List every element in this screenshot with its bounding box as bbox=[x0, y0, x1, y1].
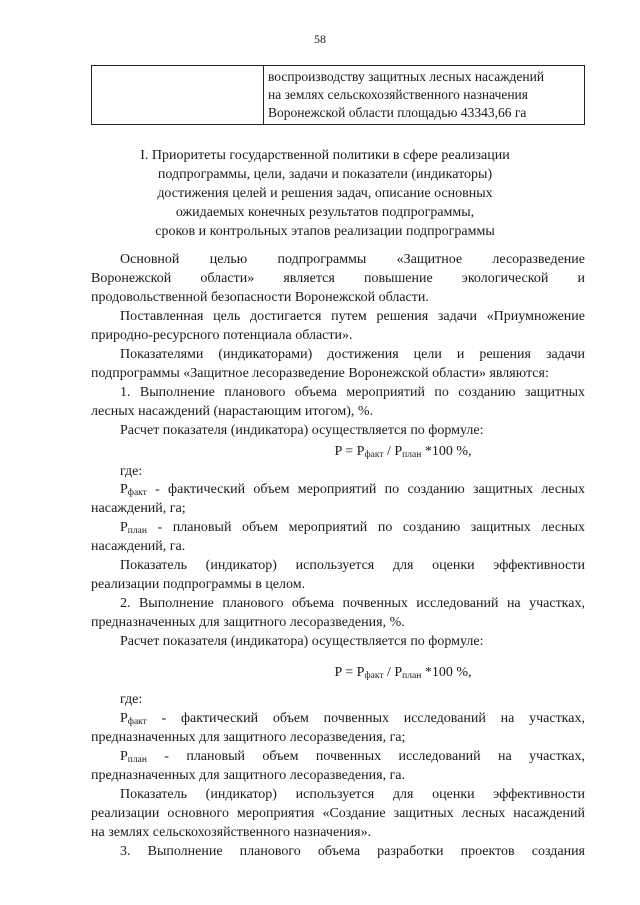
table-cell-empty bbox=[92, 66, 264, 125]
symbol-subscript: факт bbox=[127, 488, 147, 498]
table-cell-text bbox=[264, 66, 585, 125]
definition-line bbox=[120, 709, 585, 728]
paragraph-line: Показатель (индикатор) используется для оценки эффективности bbox=[120, 558, 585, 573]
formula-subscript: факт bbox=[364, 671, 384, 681]
definition-text: - плановый объем почвенных исследований на участках, bbox=[146, 749, 585, 764]
paragraph-line: на землях сельскохозяйственного назначения». bbox=[91, 825, 372, 840]
paragraph-line: Воронежской области» является повышение экологической и bbox=[91, 271, 585, 286]
paragraph-line: предназначенных для защитного лесоразведения, %. bbox=[91, 615, 405, 630]
definition-text: - фактический объем мероприятий по созданию защитных лесных bbox=[146, 482, 585, 497]
paragraph-line: насаждений, га. bbox=[91, 539, 186, 554]
paragraph-line: предназначенных для защитного лесоразведения, га; bbox=[91, 730, 406, 745]
paragraph-line: Основной целью подпрограммы «Защитное лесоразведение bbox=[120, 252, 585, 267]
formula-text: P = P bbox=[334, 444, 365, 459]
symbol: P bbox=[120, 711, 128, 726]
formula-subscript: факт bbox=[364, 450, 384, 460]
formula-text: *100 %, bbox=[421, 444, 472, 459]
formula-subscript: план bbox=[402, 450, 422, 460]
symbol: P bbox=[120, 749, 128, 764]
paragraph-line: Поставленная цель достигается путем решения задачи «Приумножение bbox=[120, 309, 585, 324]
page-number: 58 bbox=[314, 32, 326, 46]
paragraph-line: 2. Выполнение планового объема почвенных исследований на участках, bbox=[120, 596, 585, 611]
symbol-subscript: план bbox=[127, 526, 147, 536]
formula-subscript: план bbox=[402, 671, 422, 681]
heading-line: сроков и контрольных этапов реализации подпрограммы bbox=[155, 224, 495, 239]
heading-line: I. Приоритеты государственной политики в сфере реализации bbox=[140, 148, 510, 163]
symbol-subscript: план bbox=[127, 755, 147, 765]
paragraph-line: Расчет показателя (индикатора) осуществляется по формуле: bbox=[120, 423, 484, 438]
definition-text: - плановый объем мероприятий по созданию защитных лесных bbox=[146, 520, 585, 535]
formula-text: / P bbox=[383, 444, 403, 459]
definition-line bbox=[120, 747, 585, 766]
symbol-subscript: факт bbox=[127, 717, 147, 727]
formula-1 bbox=[91, 442, 585, 461]
paragraph-line: Показатель (индикатор) используется для оценки эффективности bbox=[120, 787, 585, 802]
paragraph-line: природно-ресурсного потенциала области». bbox=[91, 328, 353, 343]
definition-line bbox=[120, 518, 585, 537]
paragraph-line: лесных насаждений (нарастающим итогом), %. bbox=[91, 404, 374, 419]
heading-line: подпрограммы, цели, задачи и показатели (индикаторы) bbox=[157, 167, 493, 182]
paragraph-line: 1. Выполнение планового объема мероприятий по созданию защитных bbox=[120, 385, 585, 400]
definition-text: - фактический объем почвенных исследований на участках, bbox=[146, 711, 585, 726]
table-cell-line: воспроизводству защитных лесных насаждений bbox=[268, 69, 545, 84]
paragraph-line: реализации основного мероприятия «Создание защитных лесных насаждений bbox=[91, 806, 585, 821]
table-row bbox=[92, 66, 585, 125]
paragraph-line: продовольственной безопасности Воронежской области. bbox=[91, 290, 429, 305]
paragraph-line: предназначенных для защитного лесоразведения, га. bbox=[91, 768, 406, 783]
heading-line: ожидаемых конечных результатов подпрограммы, bbox=[175, 205, 475, 220]
formula-text: / P bbox=[383, 665, 403, 680]
symbol: P bbox=[120, 482, 128, 497]
definition-line bbox=[120, 480, 585, 499]
formula-2 bbox=[91, 663, 585, 682]
formula-text: *100 %, bbox=[421, 665, 472, 680]
paragraph-line: насаждений, га; bbox=[91, 501, 186, 516]
formula-text: P = P bbox=[334, 665, 365, 680]
where-label: где: bbox=[120, 464, 143, 479]
heading-line: достижения целей и решения задач, описание основных bbox=[157, 186, 493, 201]
continuation-table bbox=[91, 65, 585, 125]
paragraph-line: подпрограммы «Защитное лесоразведение Воронежской области» являются: bbox=[91, 366, 549, 381]
paragraph-line: Показателями (индикаторами) достижения цели и решения задачи bbox=[120, 347, 585, 362]
paragraph-line: Расчет показателя (индикатора) осуществляется по формуле: bbox=[120, 634, 484, 649]
section-heading bbox=[120, 146, 530, 241]
paragraph-line: реализации подпрограммы в целом. bbox=[91, 577, 306, 592]
symbol: P bbox=[120, 520, 128, 535]
table-cell-line: Воронежской области площадью 43343,66 га bbox=[268, 105, 527, 120]
paragraph-line: 3. Выполнение планового объема разработки проектов создания bbox=[120, 844, 585, 859]
where-label: где: bbox=[120, 692, 143, 707]
table-cell-line: на землях сельскохозяйственного назначения bbox=[268, 87, 528, 102]
